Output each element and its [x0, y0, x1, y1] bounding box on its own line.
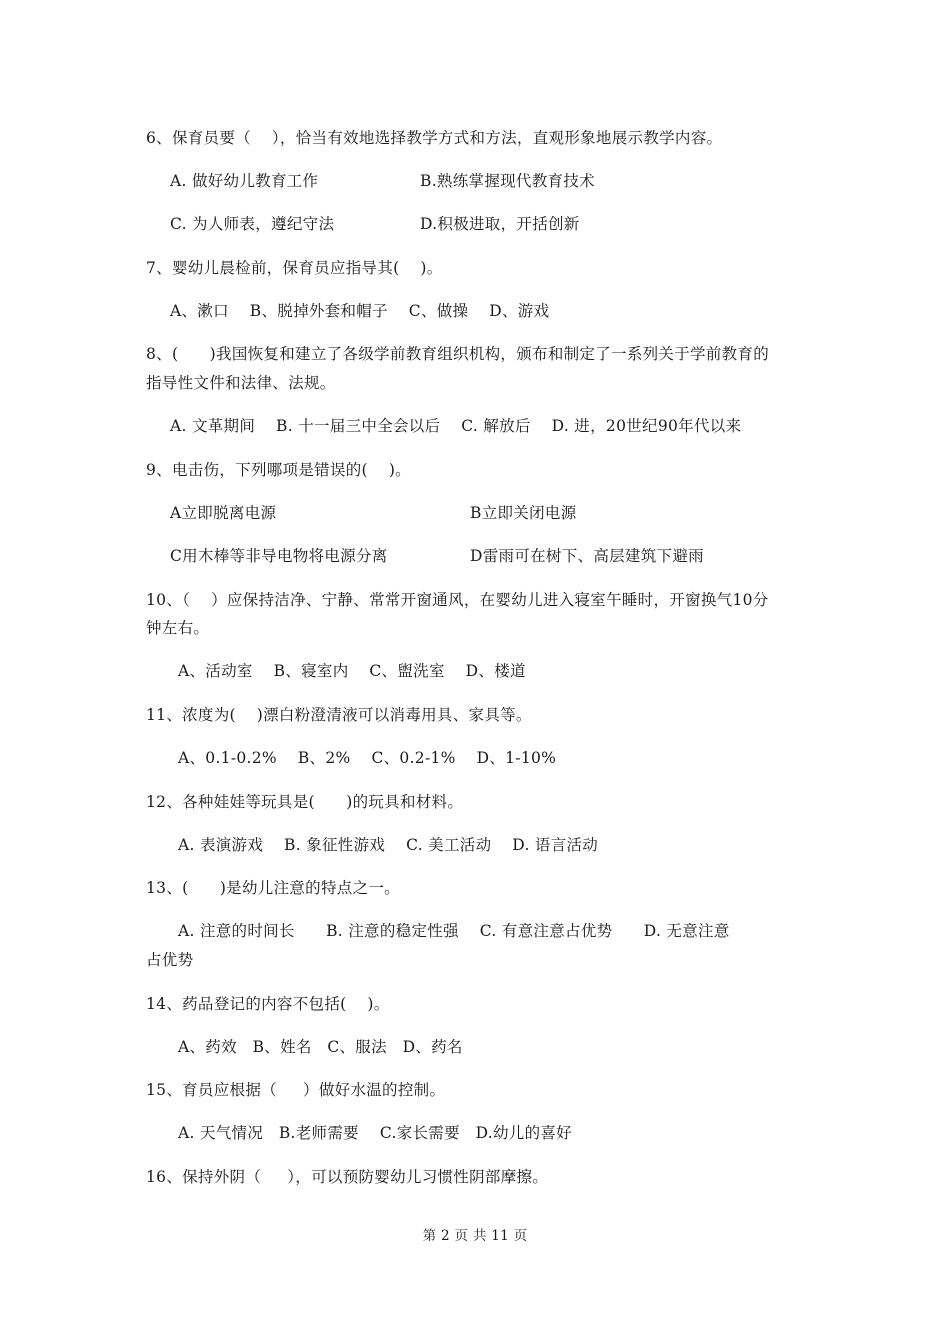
question-8-options: A. 文革期间 B. 十一届三中全会以后 C. 解放后 D. 进，20世纪90年代以来: [170, 417, 742, 435]
question-7-stem: 7、婴幼儿晨检前，保育员应指导其( )。: [146, 259, 443, 277]
question-13-stem: 13、( )是幼儿注意的特点之一。: [146, 879, 400, 897]
question-15-options: A. 天气情况 B.老师需要 C.家长需要 D.幼儿的喜好: [178, 1124, 572, 1142]
question-12-stem: 12、各种娃娃等玩具是( )的玩具和材料。: [146, 793, 464, 811]
question-13-options-line-1: A. 注意的时间长 B. 注意的稳定性强 C. 有意注意占优势 D. 无意注意: [178, 922, 730, 940]
question-8-stem-line-2: 指导性文件和法律、法规。: [146, 374, 336, 392]
question-7-options: A、漱口 B、脱掉外套和帽子 C、做操 D、游戏: [170, 302, 550, 320]
question-9-option-b: B立即关闭电源: [470, 504, 577, 522]
question-11-stem: 11、浓度为( )漂白粉澄清液可以消毒用具、家具等。: [146, 706, 532, 724]
question-11-options: A、0.1-0.2% B、2% C、0.2-1% D、1-10%: [178, 749, 557, 767]
question-16-stem: 16、保持外阴（ ），可以预防婴幼儿习惯性阴部摩擦。: [146, 1168, 549, 1186]
question-10-stem-line-1: 10、（ ）应保持洁净、宁静、常常开窗通风，在婴幼儿进入寝室午睡时，开窗换气10分: [146, 591, 769, 609]
page-number: 第 2 页 共 11 页: [422, 1228, 528, 1244]
question-14-options: A、药效 B、姓名 C、服法 D、药名: [178, 1038, 463, 1056]
question-9-option-c: C用木棒等非导电物将电源分离: [170, 547, 388, 565]
question-6-stem: 6、保育员要（ ），恰当有效地选择教学方式和方法，直观形象地展示教学内容。: [146, 129, 723, 147]
question-12-options: A. 表演游戏 B. 象征性游戏 C. 美工活动 D. 语言活动: [178, 836, 599, 854]
question-14-stem: 14、药品登记的内容不包括( )。: [146, 995, 390, 1013]
question-8-stem-line-1: 8、( )我国恢复和建立了各级学前教育组织机构，颁布和制定了一系列关于学前教育的: [146, 345, 770, 363]
question-6-option-b: B.熟练掌握现代教育技术: [420, 172, 595, 190]
question-10-stem-line-2: 钟左右。: [146, 619, 210, 637]
question-6-option-c: C. 为人师表，遵纪守法: [170, 215, 335, 233]
question-9-option-a: A立即脱离电源: [170, 504, 277, 522]
question-10-options: A、活动室 B、寝室内 C、盥洗室 D、楼道: [178, 662, 526, 680]
question-6-option-d: D.积极进取，开括创新: [420, 215, 580, 233]
question-9-stem: 9、电击伤，下列哪项是错误的( )。: [146, 461, 411, 479]
question-6-option-a: A. 做好幼儿教育工作: [170, 172, 319, 190]
question-15-stem: 15、育员应根据（ ）做好水温的控制。: [146, 1081, 446, 1099]
question-9-option-d: D雷雨可在树下、高层建筑下避雨: [470, 547, 704, 565]
question-13-options-line-2: 占优势: [146, 951, 194, 969]
